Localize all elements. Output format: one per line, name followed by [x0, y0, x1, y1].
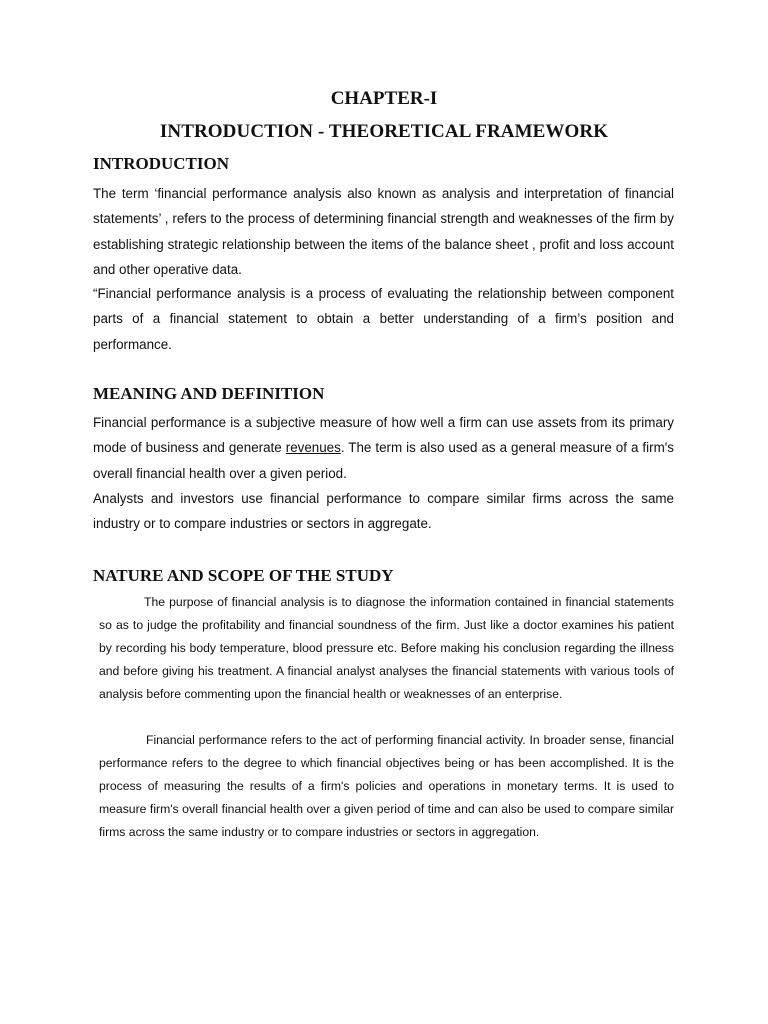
meaning-paragraph-1-start: Financial performance is a subjective measure of how well a firm can use assets from its primary mode of business and generate	[93, 415, 674, 456]
nature-paragraph-2: Financial performance refers to the act of performing financial activity. In broader sense, financial performance refers to the degree to which financial objectives being or has been accomplished. It is the process of measuring the results of a firm's policies and operations in monetary terms. It is used to measure firm's overall financial health over a given period of time and can also be used to compare similar firms across the same industry or to compare industries or sectors in aggregation.	[99, 733, 674, 840]
revenues-link[interactable]: revenues	[285, 440, 341, 456]
chapter-title: CHAPTER-I	[330, 88, 438, 109]
document-title: INTRODUCTION - THEORETICAL FRAMEWORK	[159, 121, 609, 142]
introduction-paragraph-2: “Financial performance analysis is a process of evaluating the relationship between component parts of a financial statement to obtain a better understanding of a firm’s position and performance.	[93, 286, 674, 352]
nature-paragraph-1: The purpose of financial analysis is to diagnose the information contained in financial statements so as to judge the profitability and financial soundness of the firm. Just like a doctor examines his patient by recording his body temperature, blood pressure etc. Before making his conclusion regarding the illness and before giving his treatment. A financial analyst analyses the financial statements with various tools of analysis before commenting upon the financial health or weaknesses of an enterprise.	[99, 595, 674, 702]
meaning-paragraph-1	[93, 410, 674, 486]
introduction-heading: INTRODUCTION	[93, 154, 230, 173]
meaning-paragraph-2: Analysts and investors use financial performance to compare similar firms across the same industry or to compare industries or sectors in aggregate.	[93, 491, 674, 532]
meaning-definition-heading: MEANING AND DEFINITION	[93, 384, 325, 403]
nature-scope-heading: NATURE AND SCOPE OF THE STUDY	[93, 566, 394, 585]
meaning-paragraph-1-end: . The term is also used as a general measure of a firm's overall financial health over a given period.	[93, 440, 674, 481]
introduction-paragraph-1: The term ‘financial performance analysis also known as analysis and interpretation of financial statements’ , refers to the process of determining financial strength and weaknesses of the firm by establishing strategic relationship between the items of the balance sheet , profit and loss account and other operative data.	[93, 186, 674, 277]
